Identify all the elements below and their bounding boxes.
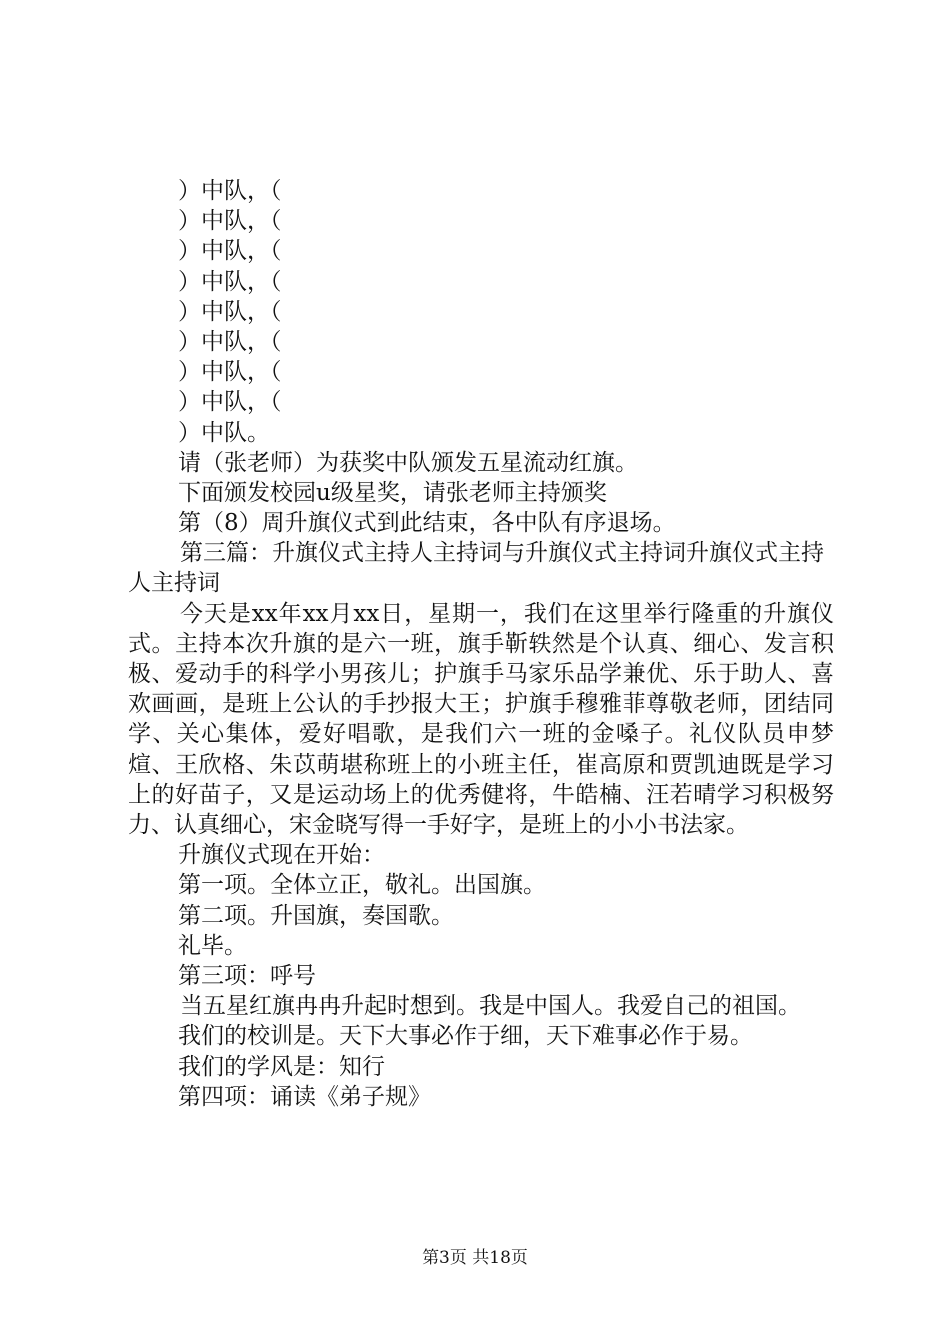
item-four-line: 第四项：诵读《弟子规》: [178, 1083, 431, 1110]
salute-end-line: 礼毕。: [178, 932, 247, 959]
item-two-line: 第二项。升国旗，奏国歌。: [178, 902, 454, 929]
bracket-line: ）中队，（: [178, 298, 282, 325]
bracket-line: ）中队，（: [178, 208, 282, 235]
bracket-line: ）中队，（: [178, 359, 282, 386]
award-line: 请（张老师）为获奖中队颁发五星流动红旗。: [178, 449, 638, 476]
document-body: [128, 176, 834, 1112]
ceremony-start-line: 升旗仪式现在开始：: [178, 842, 385, 869]
page-number-footer: 第3页 共18页: [422, 1248, 528, 1268]
bracket-line: ）中队，（: [178, 238, 282, 265]
item-one-line: 第一项。全体立正，敬礼。出国旗。: [178, 872, 546, 899]
bracket-line: ）中队，（: [178, 178, 282, 204]
section-title: 第三篇：升旗仪式主持人主持词与升旗仪式主持词升旗仪式主持人主持词: [128, 540, 824, 597]
bracket-line: ）中队。: [178, 419, 270, 446]
item-three-line: 第三项：呼号: [178, 963, 316, 990]
flag-paragraph: 当五星红旗冉冉升起时想到。我是中国人。我爱自己的祖国。: [180, 993, 801, 1020]
school-motto-line: 我们的校训是。天下大事必作于细，天下难事必作于易。: [178, 1023, 753, 1050]
campus-award-line: 下面颁发校园u级星奖，请张老师主持颁奖: [178, 479, 607, 506]
study-style-line: 我们的学风是：知行: [178, 1053, 385, 1080]
bracket-line: ）中队，（: [178, 389, 282, 416]
bracket-line: ）中队，（: [178, 268, 282, 295]
ceremony-end-line: 第（8）周升旗仪式到此结束，各中队有序退场。: [178, 510, 676, 537]
bracket-line: ）中队，（: [178, 328, 282, 355]
intro-paragraph: 今天是xx年xx月xx日，星期一，我们在这里举行隆重的升旗仪式。主持本次升旗的是六一班，旗手靳轶然是个认真、细心、发言积极、爱动手的科学小男孩儿；护旗手马家乐品学兼优、乐于助人、喜欢画画，是班上公认的手抄报大王；护旗手穆雅菲尊敬老师，团结同学、关心集体，爱好唱歌，是我们六一班的金嗓子。礼仪队员申梦煊、王欣格、朱苡萌堪称班上的小班主任，崔高原和贾凯迪既是学习上的好苗子，又是运动场上的优秀健将，牛皓楠、汪若晴学习积极努力、认真细心，宋金晓写得一手好字，是班上的小小书法家。: [128, 600, 834, 839]
